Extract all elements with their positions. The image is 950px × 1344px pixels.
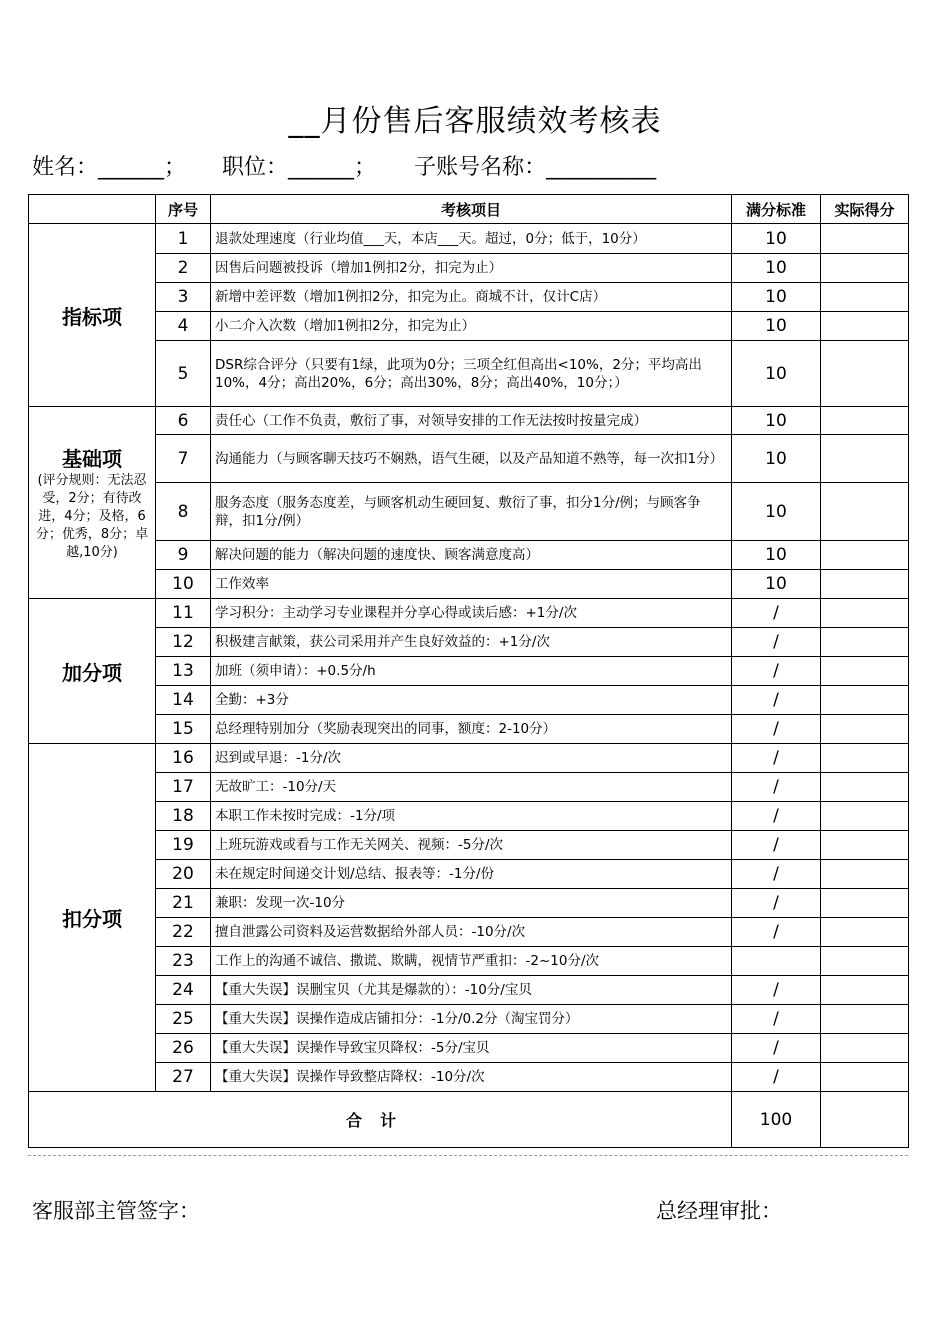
category-note: (评分规则：无法忍受，2分；有待改进，4分；及格，6分；优秀，8分；卓越,10分) — [35, 473, 149, 560]
category-name: 扣分项 — [62, 907, 122, 931]
row-score-cell[interactable] — [821, 599, 909, 628]
row-score-cell[interactable] — [821, 802, 909, 831]
row-score-cell[interactable] — [821, 947, 909, 976]
table-row — [29, 1063, 909, 1092]
table-row — [29, 773, 909, 802]
row-number: 21 — [156, 889, 211, 918]
row-item: 擅自泄露公司资料及运营数据给外部人员：-10分/次 — [211, 918, 732, 947]
row-standard: 10 — [732, 254, 821, 283]
table-header-row — [29, 195, 909, 224]
table-row — [29, 224, 909, 254]
row-standard: 10 — [732, 407, 821, 435]
total-score-cell[interactable] — [821, 1092, 909, 1148]
row-item: 迟到或早退：-1分/次 — [211, 744, 732, 773]
row-number: 20 — [156, 860, 211, 889]
row-score-cell[interactable] — [821, 1063, 909, 1092]
cut-line — [28, 1155, 908, 1156]
row-score-cell[interactable] — [821, 541, 909, 570]
row-number: 22 — [156, 918, 211, 947]
row-score-cell[interactable] — [821, 1005, 909, 1034]
row-score-cell[interactable] — [821, 686, 909, 715]
row-standard: / — [732, 1034, 821, 1063]
row-item: 未在规定时间递交计划/总结、报表等：-1分/份 — [211, 860, 732, 889]
row-item: 【重大失误】误操作导致整店降权：-10分/次 — [211, 1063, 732, 1092]
table-row — [29, 802, 909, 831]
row-number: 13 — [156, 657, 211, 686]
table-row — [29, 860, 909, 889]
row-number: 9 — [156, 541, 211, 570]
row-number: 7 — [156, 435, 211, 483]
table-row — [29, 889, 909, 918]
row-number: 25 — [156, 1005, 211, 1034]
row-score-cell[interactable] — [821, 224, 909, 254]
name-field[interactable]: ______； — [98, 155, 187, 180]
row-score-cell[interactable] — [821, 341, 909, 407]
table-row — [29, 1034, 909, 1063]
row-score-cell[interactable] — [821, 657, 909, 686]
row-item: 服务态度（服务态度差，与顾客机动生硬回复、敷衍了事，扣分1分/例；与顾客争辩，扣1分/例） — [211, 483, 732, 541]
row-number: 11 — [156, 599, 211, 628]
table-row — [29, 686, 909, 715]
row-standard: / — [732, 1063, 821, 1092]
row-score-cell[interactable] — [821, 312, 909, 341]
header-no: 序号 — [156, 195, 211, 224]
row-number: 5 — [156, 341, 211, 407]
total-label: 合计 — [29, 1092, 732, 1148]
table-row — [29, 947, 909, 976]
row-score-cell[interactable] — [821, 435, 909, 483]
row-number: 14 — [156, 686, 211, 715]
row-standard: / — [732, 860, 821, 889]
row-number: 2 — [156, 254, 211, 283]
row-item: 责任心（工作不负责，敷衍了事，对领导安排的工作无法按时按量完成） — [211, 407, 732, 435]
row-item: 退款处理速度（行业均值___天，本店___天。超过，0分；低于，10分） — [211, 224, 732, 254]
table-row — [29, 657, 909, 686]
row-item: 因售后问题被投诉（增加1例扣2分，扣完为止） — [211, 254, 732, 283]
category-name: 基础项 — [62, 447, 122, 471]
row-score-cell[interactable] — [821, 831, 909, 860]
table-row — [29, 570, 909, 599]
row-score-cell[interactable] — [821, 628, 909, 657]
row-item: 【重大失误】误操作导致宝贝降权：-5分/宝贝 — [211, 1034, 732, 1063]
header-score: 实际得分 — [821, 195, 909, 224]
row-standard: / — [732, 889, 821, 918]
row-item: 上班玩游戏或看与工作无关网关、视频：-5分/次 — [211, 831, 732, 860]
row-number: 19 — [156, 831, 211, 860]
row-standard: / — [732, 802, 821, 831]
category-cell — [29, 744, 156, 1092]
row-number: 26 — [156, 1034, 211, 1063]
table-row — [29, 744, 909, 773]
row-standard: 10 — [732, 224, 821, 254]
row-item: 【重大失误】误删宝贝（尤其是爆款的）：-10分/宝贝 — [211, 976, 732, 1005]
row-standard: / — [732, 831, 821, 860]
table-row — [29, 599, 909, 628]
row-score-cell[interactable] — [821, 773, 909, 802]
row-standard: / — [732, 976, 821, 1005]
header-category — [29, 195, 156, 224]
row-score-cell[interactable] — [821, 860, 909, 889]
row-item: 解决问题的能力（解决问题的速度快、顾客满意度高） — [211, 541, 732, 570]
position-field[interactable]: ______； — [288, 155, 377, 180]
row-standard: 10 — [732, 570, 821, 599]
row-number: 4 — [156, 312, 211, 341]
row-standard: 10 — [732, 283, 821, 312]
total-row — [29, 1092, 909, 1148]
row-standard: 10 — [732, 312, 821, 341]
row-number: 23 — [156, 947, 211, 976]
row-item: 本职工作未按时完成：-1分/项 — [211, 802, 732, 831]
assessment-table — [28, 194, 909, 1148]
account-field[interactable]: __________ — [546, 155, 657, 180]
row-score-cell[interactable] — [821, 1034, 909, 1063]
row-item: 工作效率 — [211, 570, 732, 599]
row-number: 8 — [156, 483, 211, 541]
category-name: 加分项 — [62, 660, 122, 685]
row-item: 小二介入次数（增加1例扣2分，扣完为止） — [211, 312, 732, 341]
row-item: 全勤：+3分 — [211, 686, 732, 715]
row-standard: / — [732, 773, 821, 802]
row-standard: / — [732, 657, 821, 686]
category-cell — [29, 599, 156, 744]
employee-info — [32, 150, 656, 181]
row-item: 总经理特别加分（奖励表现突出的同事，额度：2-10分） — [211, 715, 732, 744]
row-item: 学习积分：主动学习专业课程并分享心得或读后感：+1分/次 — [211, 599, 732, 628]
table-row — [29, 628, 909, 657]
row-item: 【重大失误】误操作造成店铺扣分：-1分/0.2分（淘宝罚分） — [211, 1005, 732, 1034]
row-number: 10 — [156, 570, 211, 599]
row-standard: 10 — [732, 341, 821, 407]
page-title: __月份售后客服绩效考核表 — [288, 104, 662, 139]
row-number: 3 — [156, 283, 211, 312]
row-number: 6 — [156, 407, 211, 435]
row-standard: 10 — [732, 483, 821, 541]
table-row — [29, 254, 909, 283]
table-row — [29, 483, 909, 541]
row-number: 27 — [156, 1063, 211, 1092]
row-number: 17 — [156, 773, 211, 802]
table-row — [29, 407, 909, 435]
category-name: 指标项 — [62, 304, 122, 329]
row-number: 18 — [156, 802, 211, 831]
supervisor-signature: 客服部主管签字： — [32, 1199, 200, 1223]
row-number: 12 — [156, 628, 211, 657]
row-item: 新增中差评数（增加1例扣2分，扣完为止。商城不计，仅计C店） — [211, 283, 732, 312]
category-cell — [29, 407, 156, 599]
row-standard: 10 — [732, 435, 821, 483]
table-row — [29, 831, 909, 860]
row-item: DSR综合评分（只要有1绿，此项为0分；三项全红但高出<10%，2分；平均高出10%，4分；高出20%，6分；高出30%，8分；高出40%，10分；） — [211, 341, 732, 407]
row-standard: / — [732, 628, 821, 657]
row-number: 1 — [156, 224, 211, 254]
row-score-cell[interactable] — [821, 744, 909, 773]
row-standard: / — [732, 1005, 821, 1034]
account-label: 子账号名称： — [414, 155, 547, 180]
table-row — [29, 312, 909, 341]
row-score-cell[interactable] — [821, 570, 909, 599]
row-item: 积极建言献策，获公司采用并产生良好效益的：+1分/次 — [211, 628, 732, 657]
row-score-cell[interactable] — [821, 407, 909, 435]
row-number: 24 — [156, 976, 211, 1005]
header-item: 考核项目 — [211, 195, 732, 224]
row-score-cell[interactable] — [821, 918, 909, 947]
table-row — [29, 283, 909, 312]
name-label: 姓名： — [32, 155, 99, 180]
row-standard: / — [732, 599, 821, 628]
row-item: 工作上的沟通不诚信、撒谎、欺瞒，视情节严重扣：-2~10分/次 — [211, 947, 732, 976]
row-standard — [732, 947, 821, 976]
row-item: 无故旷工：-10分/天 — [211, 773, 732, 802]
row-standard: 10 — [732, 541, 821, 570]
row-score-cell[interactable] — [821, 483, 909, 541]
row-number: 15 — [156, 715, 211, 744]
row-item: 加班（须申请）：+0.5分/h — [211, 657, 732, 686]
row-number: 16 — [156, 744, 211, 773]
table-row — [29, 541, 909, 570]
table-row — [29, 435, 909, 483]
row-score-cell[interactable] — [821, 715, 909, 744]
header-standard: 满分标准 — [732, 195, 821, 224]
row-score-cell[interactable] — [821, 889, 909, 918]
table-row — [29, 976, 909, 1005]
row-standard: / — [732, 744, 821, 773]
position-label: 职位： — [222, 155, 289, 180]
category-cell — [29, 224, 156, 407]
row-standard: / — [732, 918, 821, 947]
row-standard: / — [732, 715, 821, 744]
row-item: 沟通能力（与顾客聊天技巧不娴熟，语气生硬，以及产品知道不熟等，每一次扣1分） — [211, 435, 732, 483]
table-row — [29, 341, 909, 407]
row-item: 兼职：发现一次-10分 — [211, 889, 732, 918]
table-row — [29, 918, 909, 947]
row-standard: / — [732, 686, 821, 715]
row-score-cell[interactable] — [821, 976, 909, 1005]
manager-approval: 总经理审批： — [656, 1199, 782, 1223]
table-row — [29, 1005, 909, 1034]
total-value: 100 — [732, 1092, 821, 1148]
table-row — [29, 715, 909, 744]
row-score-cell[interactable] — [821, 283, 909, 312]
row-score-cell[interactable] — [821, 254, 909, 283]
